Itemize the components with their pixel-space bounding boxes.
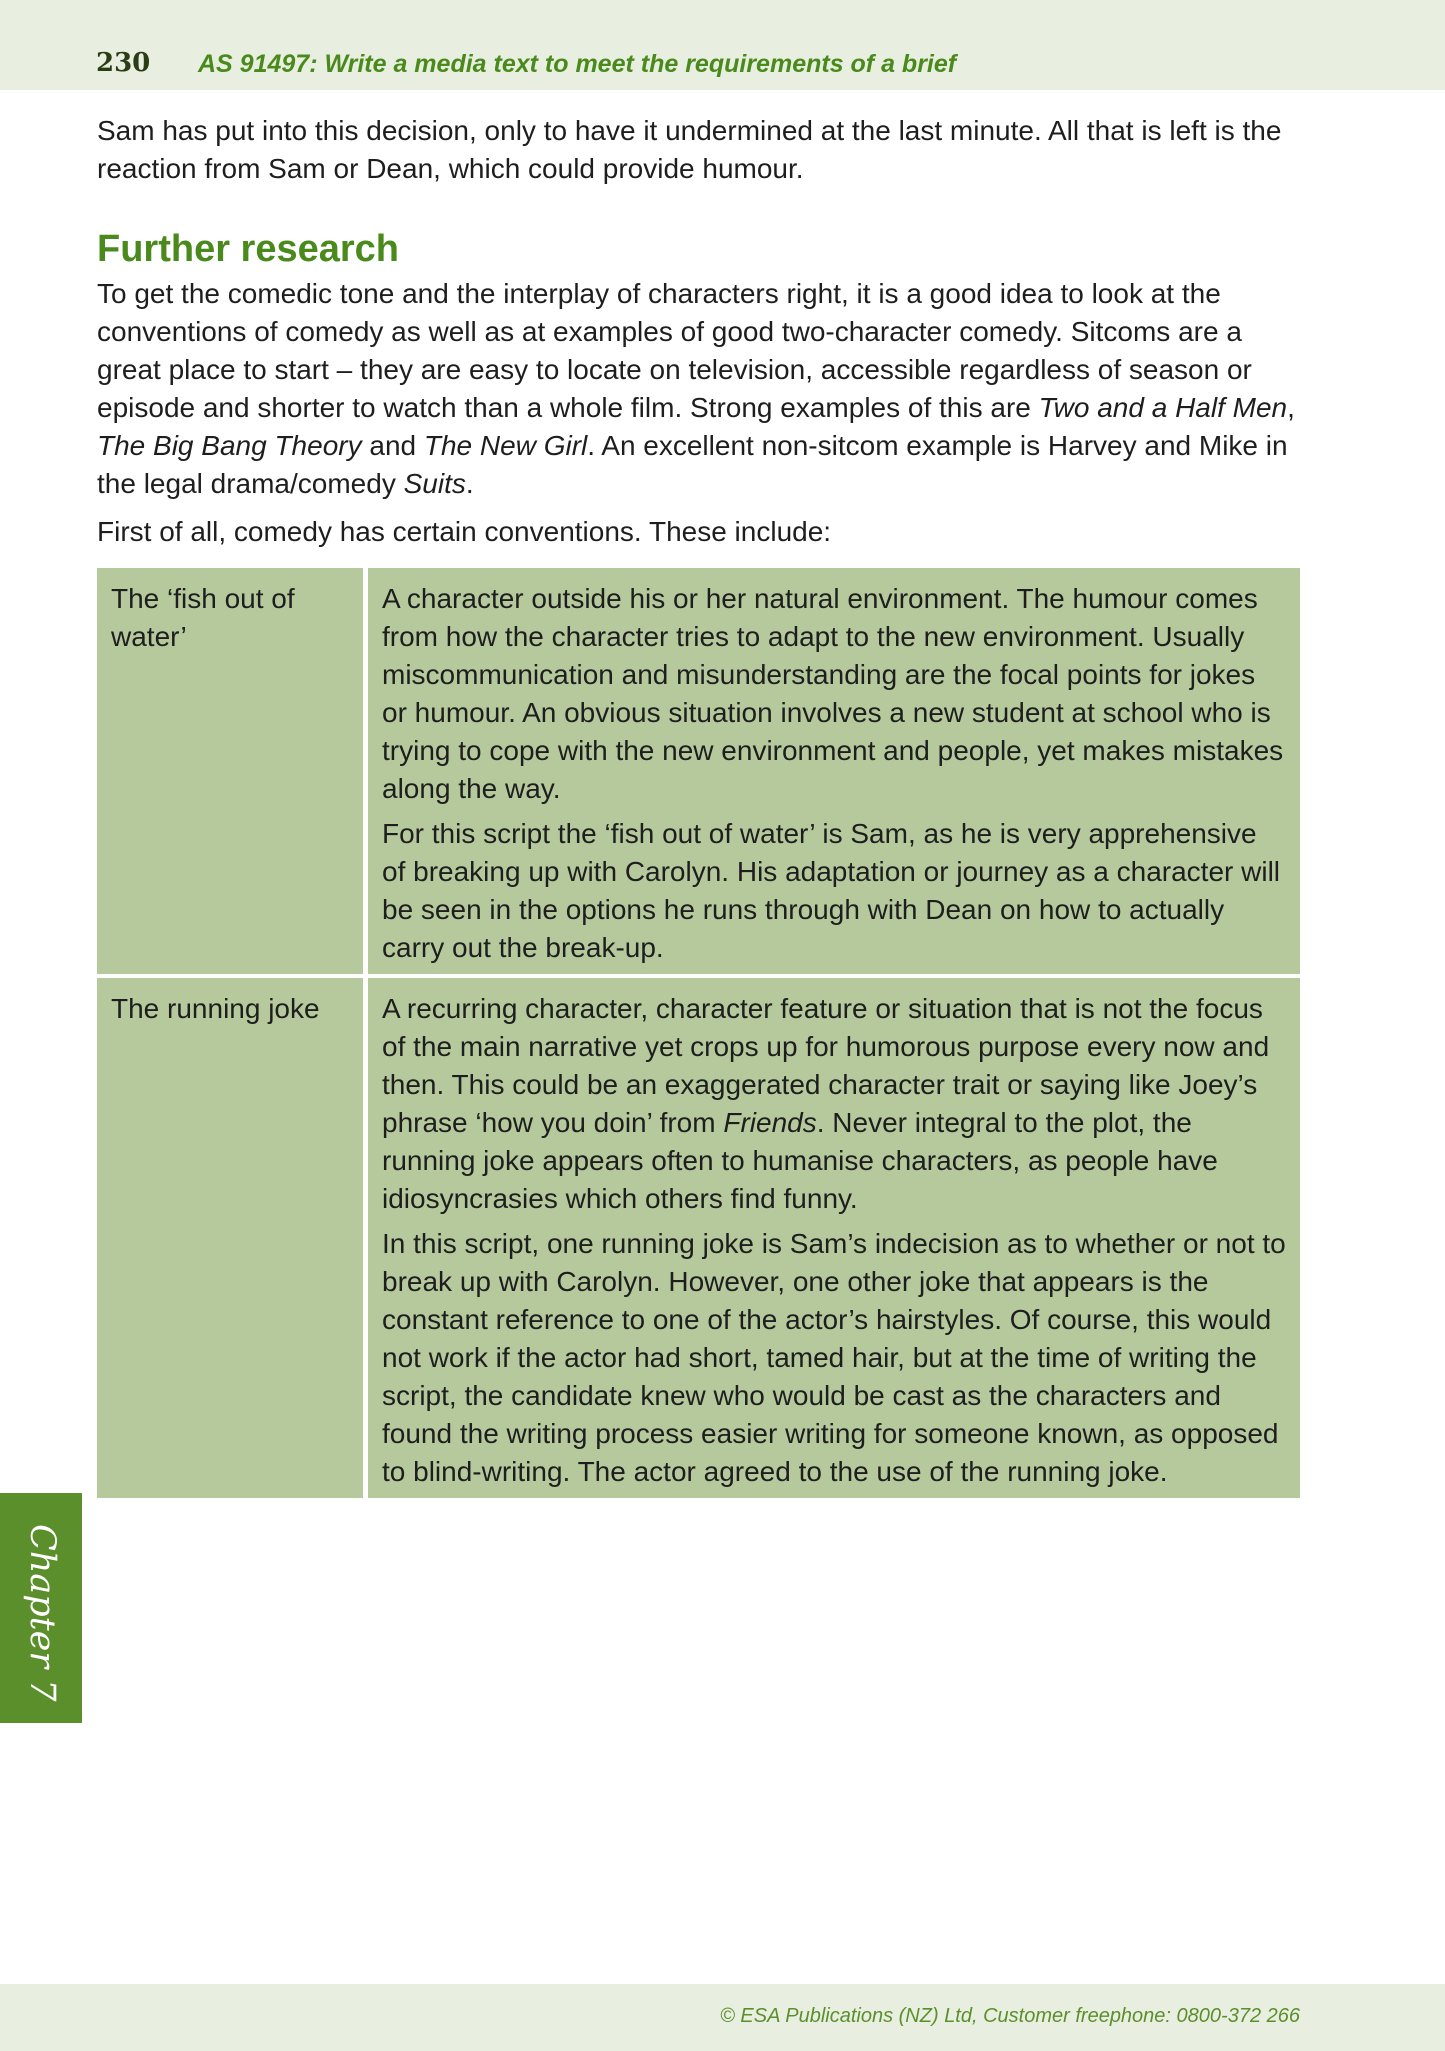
- footer-copyright: © ESA Publications (NZ) Ltd, Customer freephone: 0800-372 266: [720, 2005, 1300, 2027]
- show-title-big-bang-theory: The Big Bang Theory: [97, 430, 362, 461]
- convention-description: [382, 990, 1286, 1218]
- convention-term: The running joke: [97, 976, 366, 1498]
- conventions-lead-in: First of all, comedy has certain conventions. These include:: [97, 516, 832, 547]
- page-header: [0, 0, 1445, 90]
- text-segment: ,: [1287, 392, 1295, 423]
- text-segment: A recurring character, character feature or situation that is not the focus of the main narrative yet crops up for humorous purpose every now and then. This could be an exaggerated character trait or saying like Joey’s phrase ‘how you doin’ from: [382, 993, 1270, 1138]
- convention-application: In this script, one running joke is Sam’s indecision as to whether or not to break up with Carolyn. However, one other joke that appears is the constant reference to one of the actor’s hairstyles. Of course, this would not work if the actor had short, tamed hair, but at the time of writing the script, the candidate knew who would be cast as the characters and found the writing process easier writing for someone known, as opposed to blind-writing. The actor agreed to the use of the running joke.: [382, 1228, 1286, 1487]
- text-segment: . An excellent non-sitcom example is Harvey and Mike in the legal drama/comedy: [97, 430, 1288, 499]
- show-title-new-girl: The New Girl: [423, 430, 588, 461]
- table-row: [97, 976, 1300, 1498]
- running-title: AS 91497: Write a media text to meet the requirements of a brief: [198, 50, 957, 78]
- convention-description: A character outside his or her natural environment. The humour comes from how the character tries to adapt to the new environment. Usually miscommunication and misunderstanding are the focal points for jokes or humour. An obvious situation involves a new student at school who is trying to cope with the new environment and people, yet makes mistakes along the way.: [382, 583, 1284, 804]
- page-footer: [0, 1984, 1445, 2051]
- convention-application: For this script the ‘fish out of water’ is Sam, as he is very apprehensive of breaking up with Carolyn. His adaptation or journey as a character will be seen in the options he runs through with Dean on how to actually carry out the break-up.: [382, 818, 1281, 963]
- show-title-suits: Suits: [403, 468, 466, 499]
- intro-paragraph: Sam has put into this decision, only to have it undermined at the last minute. All that is left is the reaction from Sam or Dean, which could provide humour.: [97, 115, 1282, 184]
- conventions-table: [97, 568, 1300, 1498]
- research-paragraph: [97, 275, 1302, 503]
- chapter-label: Chapter 7: [22, 1524, 62, 1702]
- convention-term: The ‘fish out of water’: [97, 568, 366, 976]
- table-row: [97, 568, 1300, 976]
- convention-detail: [366, 568, 1301, 976]
- convention-detail: [366, 976, 1301, 1498]
- show-title-two-and-a-half-men: Two and a Half Men: [1038, 392, 1288, 423]
- text-segment: and: [361, 430, 424, 461]
- text-segment: . Never integral to the plot, the running joke appears often to humanise characters, as people have idiosyncrasies which others find funny.: [382, 1107, 1218, 1214]
- section-heading: Further research: [97, 228, 400, 270]
- text-segment: .: [465, 468, 474, 499]
- page-content: [97, 112, 1302, 1498]
- text-segment: To get the comedic tone and the interplay of characters right, it is a good idea to look at the conventions of comedy as well as at examples of good two-character comedy. Sitcoms are a great place to start – they are easy to locate on television, accessible regardless of season or episode and shorter to watch than a whole film. Strong examples of this are: [97, 278, 1252, 423]
- show-title-friends: Friends: [723, 1107, 817, 1138]
- page-number: 230: [96, 48, 151, 78]
